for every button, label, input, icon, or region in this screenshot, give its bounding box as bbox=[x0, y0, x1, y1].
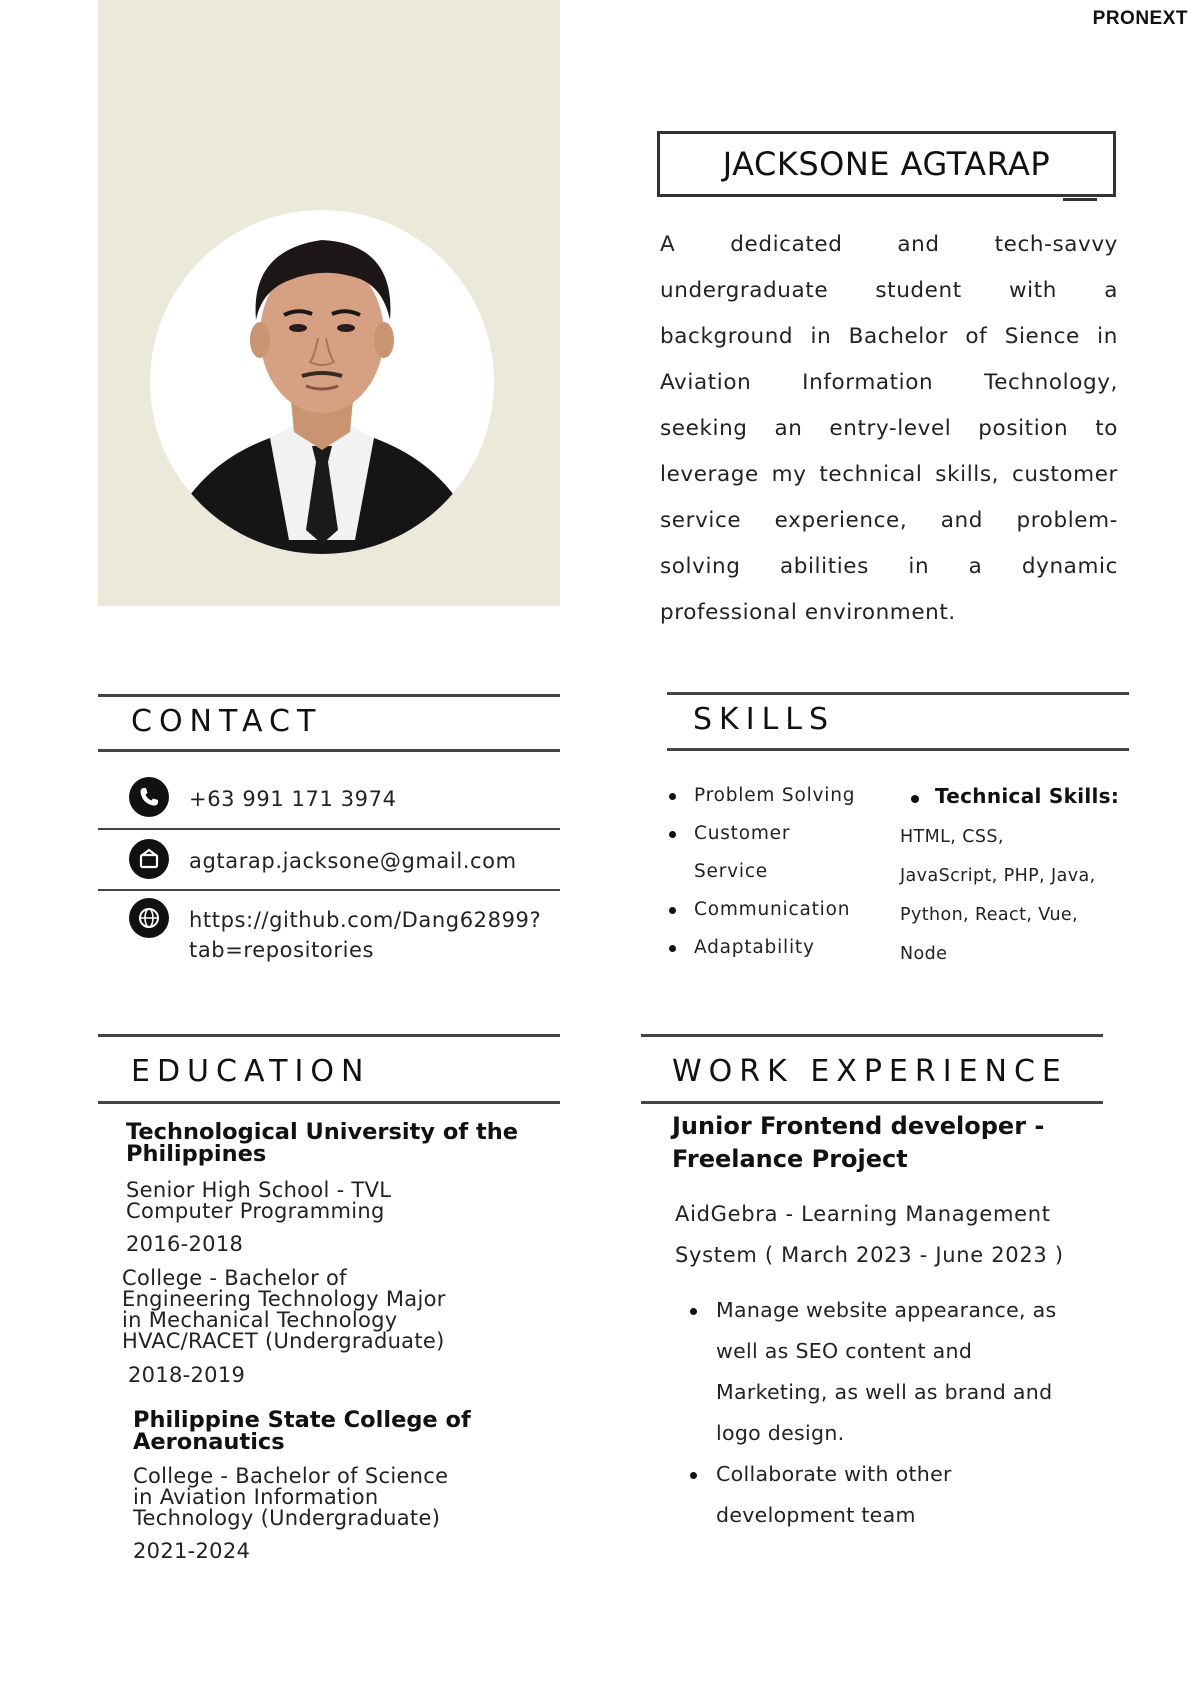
skills-bottom-rule bbox=[667, 748, 1129, 751]
name-box bbox=[657, 131, 1116, 197]
github-url-line2[interactable]: tab=repositories bbox=[189, 938, 375, 962]
soft-skills-list bbox=[669, 777, 869, 967]
skill-item: Adaptability bbox=[669, 929, 869, 967]
program-years: 2016-2018 bbox=[126, 1232, 244, 1256]
responsibility-item: Collaborate with other development team bbox=[690, 1454, 1110, 1536]
program-years: 2021-2024 bbox=[133, 1539, 251, 1563]
program-description: College - Bachelor of Engineering Technology Major in Mechanical Technology HVAC/RACET (Undergraduate) bbox=[122, 1266, 446, 1353]
profile-summary: A dedicated and tech-savvy undergraduate student with a background in Bachelor of Sience in Aviation Information Technology, seeking an entry-level position to leverage my technical skills, customer service experience, and problem-solving abilities in a dynamic professional environment. bbox=[660, 232, 1118, 625]
phone-number[interactable]: +63 991 171 3974 bbox=[189, 787, 397, 811]
work-title: WORK EXPERIENCE bbox=[672, 1054, 1068, 1089]
skill-item: Communication bbox=[669, 891, 869, 929]
email-icon bbox=[129, 839, 169, 879]
program-description: Senior High School - TVL Computer Programming bbox=[126, 1178, 392, 1223]
phone-icon bbox=[129, 777, 169, 817]
globe-icon bbox=[129, 898, 169, 938]
brand-logo: PRONEXT bbox=[1092, 8, 1188, 29]
skill-item: Problem Solving bbox=[669, 777, 869, 815]
work-top-rule bbox=[641, 1034, 1103, 1037]
skills-title: SKILLS bbox=[693, 702, 836, 737]
job-title: Junior Frontend developer - Freelance Project bbox=[672, 1112, 1045, 1173]
contact-title: CONTACT bbox=[131, 704, 323, 739]
education-top-rule bbox=[98, 1034, 560, 1037]
person-portrait-icon bbox=[150, 210, 494, 554]
school-name: Technological University of the Philippines bbox=[126, 1119, 519, 1167]
technical-skills-list: HTML, CSS, JavaScript, PHP, Java, Python, React, Vue, Node bbox=[900, 827, 1096, 964]
project-description: AidGebra - Learning Management System ( March 2023 - June 2023 ) bbox=[675, 1202, 1064, 1267]
name-box-accent bbox=[1063, 198, 1097, 201]
technical-skills-heading: Technical Skills: bbox=[911, 784, 1119, 808]
full-name: JACKSONE AGTARAP bbox=[722, 145, 1051, 183]
contact-top-rule bbox=[98, 694, 560, 697]
school-name: Philippine State College of Aeronautics bbox=[133, 1407, 471, 1455]
skill-item: Customer Service bbox=[669, 815, 869, 891]
work-bottom-rule bbox=[641, 1101, 1103, 1104]
github-url-line1[interactable]: https://github.com/Dang62899? bbox=[189, 908, 542, 932]
email-address[interactable]: agtarap.jacksone@gmail.com bbox=[189, 849, 517, 873]
skills-top-rule bbox=[667, 692, 1129, 695]
responsibility-item: Manage website appearance, as well as SEO content and Marketing, as well as brand and logo design. bbox=[690, 1290, 1110, 1454]
contact-divider-1 bbox=[98, 828, 560, 830]
contact-divider-2 bbox=[98, 889, 560, 891]
bullet-icon bbox=[911, 795, 919, 803]
responsibilities-list bbox=[690, 1290, 1110, 1536]
education-title: EDUCATION bbox=[131, 1054, 371, 1089]
profile-photo bbox=[150, 210, 494, 554]
program-years: 2018-2019 bbox=[128, 1363, 246, 1387]
education-bottom-rule bbox=[98, 1101, 560, 1104]
program-description: College - Bachelor of Science in Aviation Information Technology (Undergraduate) bbox=[133, 1464, 449, 1530]
contact-bottom-rule bbox=[98, 749, 560, 752]
